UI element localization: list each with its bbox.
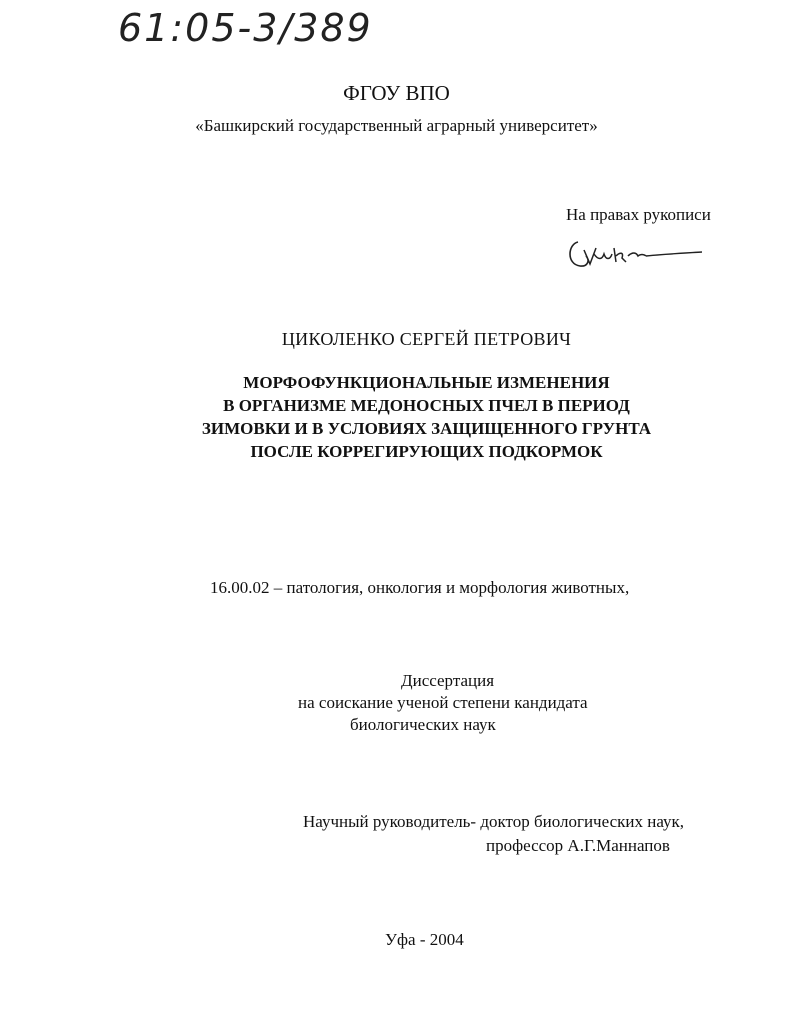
supervisor-line: профессор А.Г.Маннапов [486, 836, 670, 855]
thesis-title [0, 371, 793, 463]
thesis-type [270, 670, 600, 736]
title-line: ЗИМОВКИ И В УСЛОВИЯХ ЗАЩИЩЕННОГО ГРУНТА [201, 419, 652, 438]
rights-note: На правах рукописи [566, 205, 711, 224]
signature [566, 234, 706, 274]
title-line: В ОРГАНИЗМЕ МЕДОНОСНЫХ ПЧЕЛ В ПЕРИОД [223, 396, 630, 415]
supervisor-line: Научный руководитель- доктор биологических наук, [303, 812, 685, 831]
supervisor [303, 810, 684, 858]
archive-number: 61:05-3/389 [118, 6, 373, 50]
title-line: МОРФОФУНКЦИОНАЛЬНЫЕ ИЗМЕНЕНИЯ [243, 373, 610, 392]
thesis-line: на соискание ученой степени кандидата [298, 693, 588, 712]
title-line: ПОСЛЕ КОРРЕГИРУЮЩИХ ПОДКОРМОК [250, 442, 603, 461]
author-name: ЦИКОЛЕНКО СЕРГЕЙ ПЕТРОВИЧ [281, 329, 572, 349]
university-name: «Башкирский государственный аграрный университет» [195, 116, 598, 135]
specialty-code: 16.00.02 – патология, онкология и морфология животных, [210, 578, 630, 597]
city-year: Уфа - 2004 [385, 930, 464, 949]
thesis-line: Диссертация [401, 671, 495, 690]
thesis-line: биологических наук [350, 715, 496, 734]
organization: ФГОУ ВПО [343, 81, 450, 105]
